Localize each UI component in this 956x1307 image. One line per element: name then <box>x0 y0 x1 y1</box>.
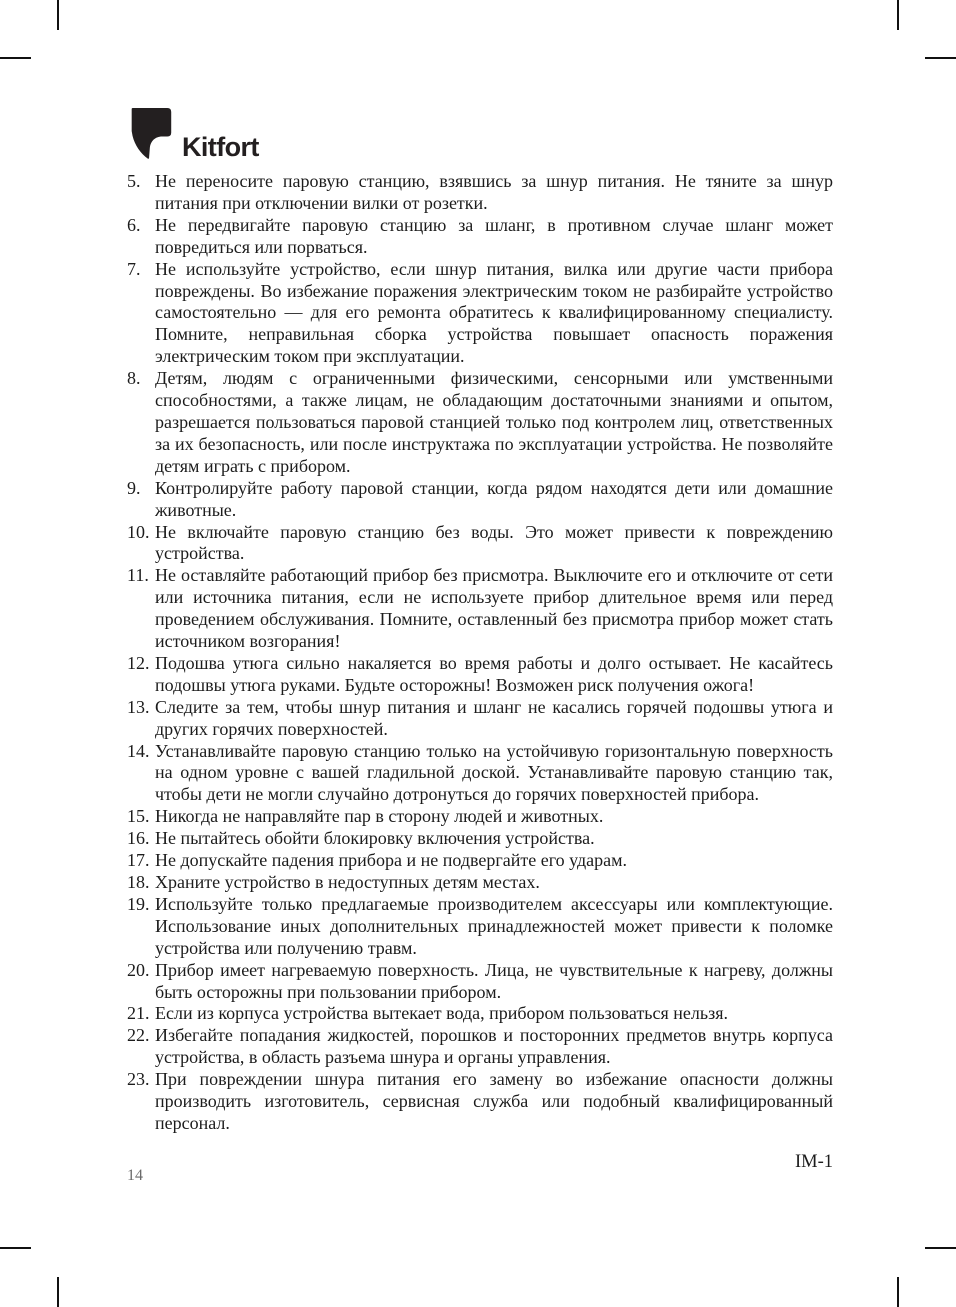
item-number: 23. <box>127 1069 150 1090</box>
crop-mark-top-right-vertical <box>897 0 899 30</box>
doc-code: IM-1 <box>794 1152 833 1172</box>
item-number: 14. <box>127 740 150 761</box>
item-number: 10. <box>127 521 150 542</box>
item-text: Не используйте устройство, если шнур питания, вилка или другие части прибора повреждены. Во избежание поражения электрическим током не разбирайте устройство самостоятельно — для его ремонта обратитесь к квалифицированному специалисту. Помните, неправильная сборка устройства повышает опасность поражения электрическим током при эксплуатации. <box>155 258 833 367</box>
safety-instructions-list <box>127 171 833 1135</box>
item-text: Не передвигайте паровую станцию за шланг, в противном случае шланг может повредиться или порваться. <box>155 214 833 257</box>
page-number: 14 <box>127 1167 143 1184</box>
item-number: 17. <box>127 850 150 871</box>
list-item <box>127 653 833 697</box>
item-number: 7. <box>127 258 141 279</box>
list-item <box>127 894 833 960</box>
item-number: 11. <box>127 565 149 586</box>
list-item <box>127 872 833 894</box>
list-item <box>127 259 833 369</box>
brand-wordmark: Kitfort <box>182 132 259 162</box>
item-text: Не переносите паровую станцию, взявшись за шнур питания. Не тяните за шнур питания при отключении вилки от розетки. <box>155 171 833 213</box>
item-text: Не включайте паровую станцию без воды. Это может привести к повреждению устройства. <box>155 521 833 564</box>
brand-logo <box>127 108 259 162</box>
item-text: Никогда не направляйте пар в сторону людей и животных. <box>155 806 604 827</box>
item-text: Избегайте попадания жидкостей, порошков и посторонних предметов внутрь корпуса устройства, в область разъема шнура и органы управления. <box>155 1025 833 1068</box>
list-item <box>127 478 833 522</box>
list-item <box>127 828 833 850</box>
item-text: Контролируйте работу паровой станции, когда рядом находятся дети или домашние животные. <box>155 477 833 520</box>
item-text: Храните устройство в недоступных детям местах. <box>155 872 540 892</box>
item-number: 15. <box>127 806 150 827</box>
kitfort-logo-icon <box>127 108 173 162</box>
item-text: При повреждении шнура питания его замену во избежание опасности должны производить изготовитель, сервисная служба или подобный квалифицированный персонал. <box>155 1069 833 1133</box>
item-text: Не оставляйте работающий прибор без присмотра. Выключите его и отключите от сети или источника питания, если не используете прибор длительное время или перед проведением обслуживания. Помните, оставленный без присмотра прибор может стать источником возгорания! <box>155 565 833 652</box>
list-item <box>127 960 833 1004</box>
item-text: Используйте только предлагаемые производителем аксессуары или комплектующие. Использование иных дополнительных принадлежностей может привести к поломке устройства или получению травм. <box>155 893 833 958</box>
item-text: Следите за тем, чтобы шнур питания и шланг не касались горячей подошвы утюга и других горячих поверхностей. <box>155 696 833 739</box>
item-number: 19. <box>127 893 150 914</box>
item-number: 16. <box>127 828 150 849</box>
item-text: Прибор имеет нагреваемую поверхность. Лица, не чувствительные к нагреву, должны быть осторожны при пользовании прибором. <box>155 959 833 1002</box>
item-number: 21. <box>127 1003 150 1024</box>
list-item <box>127 171 833 215</box>
crop-mark-bottom-right-horizontal <box>925 1247 956 1249</box>
item-number: 20. <box>127 959 150 980</box>
item-number: 12. <box>127 652 150 673</box>
crop-mark-top-left-horizontal <box>0 57 31 59</box>
list-item <box>127 806 833 828</box>
crop-mark-top-left-vertical <box>57 0 59 30</box>
item-text: Детям, людям с ограниченными физическими, сенсорными или умственными способностями, а также лицам, не обладающим достаточными знаниями и опытом, разрешается пользоваться паровой станцией только под контролем лиц, ответственных за их безопасность, или после инструктажа по эксплуатации устройства. Не позволяйте детям играть с прибором. <box>155 368 833 476</box>
list-item <box>127 697 833 741</box>
crop-mark-bottom-left-horizontal <box>0 1247 31 1249</box>
crop-mark-bottom-right-vertical <box>897 1277 899 1307</box>
item-number: 8. <box>127 368 141 389</box>
item-number: 9. <box>127 477 141 498</box>
list-item <box>127 1069 833 1135</box>
crop-mark-bottom-left-vertical <box>57 1277 59 1307</box>
crop-mark-top-right-horizontal <box>925 57 956 59</box>
item-text: Не допускайте падения прибора и не подвергайте его ударам. <box>155 850 628 871</box>
item-text: Устанавливайте паровую станцию только на устойчивую горизонтальную поверхность на одном уровне с вашей гладильной доской. Устанавливайте паровую станцию так, чтобы дети не могли случайно дотронуться до горячих поверхностей прибора. <box>155 740 833 805</box>
list-item <box>127 1025 833 1069</box>
list-item <box>127 1003 833 1025</box>
item-number: 18. <box>127 872 150 892</box>
item-number: 13. <box>127 696 150 717</box>
item-number: 6. <box>127 214 141 235</box>
item-number: 5. <box>127 171 141 191</box>
list-item <box>127 850 833 872</box>
item-number: 22. <box>127 1025 150 1046</box>
item-text: Не пытайтесь обойти блокировку включения устройства. <box>155 828 595 849</box>
item-text: Подошва утюга сильно накаляется во время работы и долго остывает. Не касайтесь подошвы утюга руками. Будьте осторожны! Возможен риск получения ожога! <box>155 652 833 695</box>
item-text: Если из корпуса устройства вытекает вода, прибором пользоваться нельзя. <box>155 1003 728 1024</box>
list-item <box>127 565 833 653</box>
list-item <box>127 522 833 566</box>
list-item <box>127 741 833 807</box>
list-item <box>127 215 833 259</box>
list-item <box>127 368 833 478</box>
